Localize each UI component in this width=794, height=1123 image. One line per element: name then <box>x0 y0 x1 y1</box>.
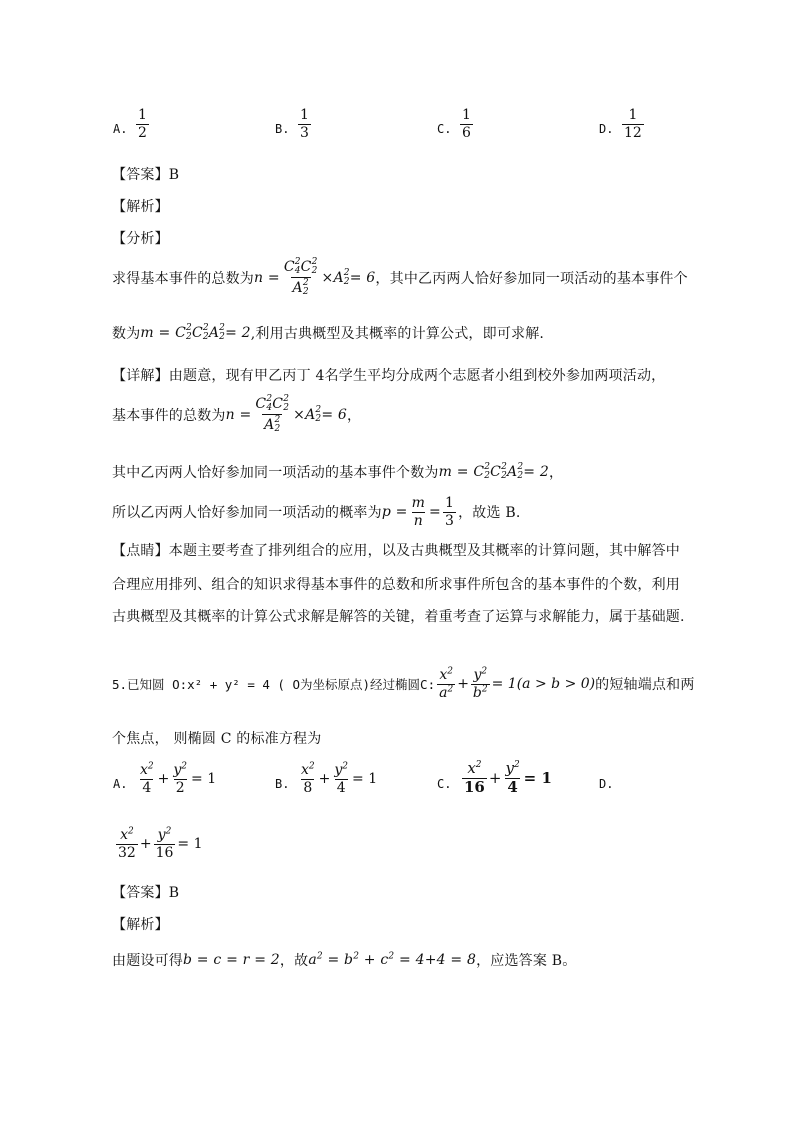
q4-fenxi-line-2: 数为 m = C 2 2 C 2 2 A 2 2 = 2 ,利用古典概型及其概率的计算公式，即可求解. <box>112 323 545 342</box>
q5-option-d-formula: $\frac{x^2}{32}$ + $\frac{y^2}{16}$ = 1 <box>118 826 203 861</box>
q4-answer: 【答案】B <box>112 167 180 183</box>
q4-detail-line-4: 所以乙丙两人恰好参加同一项活动的概率为 p = $\frac{m}{n}$ = $\frac{1}{3}$ ，故选 B. <box>112 495 521 529</box>
formula-favorable-events: m = C 2 2 C 2 2 A 2 2 = 2 <box>140 323 251 342</box>
q4-analysis-heading: 【解析】 <box>112 199 169 215</box>
q4-option-c-label: C. <box>437 122 452 136</box>
q5-option-a-label: A. <box>113 777 128 791</box>
q5-option-c-formula: $\frac{x^2}{16}$ + $\frac{y^2}{4}$ = 1 <box>464 759 552 796</box>
q4-option-b-label: B. <box>275 122 290 136</box>
formula-ellipse: $\frac{x^2}{a^2}$ + $\frac{y^2}{b^2}$ = 1(a > b > 0) <box>439 666 596 701</box>
q4-fenxi-heading: 【分析】 <box>112 231 169 247</box>
formula-probability: p = $\frac{m}{n}$ = $\frac{1}{3}$ <box>381 495 455 529</box>
q5-analysis-heading: 【解析】 <box>112 917 169 933</box>
q5-stem-line-2: 个焦点， 则椭圆 C 的标准方程为 <box>112 731 322 747</box>
q4-option-a-label: A. <box>113 122 128 136</box>
formula-total-events-detail: n = C 2 4 C 2 2 A 2 2 ×A 2 2 = 6 <box>225 394 348 434</box>
q4-detail-line-3: 其中乙丙两人恰好参加同一项活动的基本事件个数为 m = C 2 2 C 2 2 A 2 2 = 2 ， <box>112 462 564 481</box>
q5-option-d-label: D. <box>599 777 614 791</box>
q4-option-a-fraction: $\frac{1}{2}$ <box>138 107 147 141</box>
formula-bcr: b = c = r = 2 <box>183 952 280 968</box>
q5-option-a-formula: $\frac{x^2}{4}$ + $\frac{y^2}{2}$ = 1 <box>140 761 217 796</box>
q4-fenxi-line-1: 求得基本事件的总数为 n = C 2 4 C 2 2 A 2 2 ×A 2 2 = 6 ，其中乙丙两人恰好参加同一项活动的基本事件个 <box>112 257 688 297</box>
q4-option-d-label: D. <box>599 122 614 136</box>
q4-comment-line-3: 古典概型及其概率的计算公式求解是解答的关键，着重考查了运算与求解能力，属于基础题. <box>112 609 685 625</box>
q4-detail-heading: 【详解】由题意，现有甲乙丙丁 4名学生平均分成两个志愿者小组到校外参加两项活动， <box>112 368 666 384</box>
q4-option-d-fraction: $\frac{1}{12}$ <box>624 107 642 141</box>
q4-option-b-fraction: $\frac{1}{3}$ <box>300 107 309 141</box>
formula-total-events: n = C 2 4 C 2 2 A 2 2 ×A 2 2 = 6 <box>254 257 376 297</box>
q4-comment-line-1: 【点睛】本题主要考查了排列组合的应用，以及古典概型及其概率的计算问题，其中解答中 <box>112 543 680 559</box>
q4-comment-line-2: 合理应用排列、组合的知识求得基本事件的总数和所求事件所包含的基本事件的个数，利用 <box>112 577 680 593</box>
q5-solution-line: 由题设可得 b = c = r = 2 ，故 $a^2 = b^2 + c^2 = 4+4 = 8$ ，应选答案 B。 <box>112 951 577 969</box>
q5-option-c-label: C. <box>437 777 452 791</box>
q5-option-b-formula: $\frac{x^2}{8}$ + $\frac{y^2}{4}$ = 1 <box>301 761 378 796</box>
q4-option-c-fraction: $\frac{1}{6}$ <box>462 107 471 141</box>
formula-favorable-detail: m = C 2 2 C 2 2 A 2 2 = 2 <box>438 462 549 481</box>
q5-stem-line-1: 5.已知圆 O:x² + y² = 4 ( O为坐标原点)经过椭圆C: $\frac{x^2}{a^2}$ + $\frac{y^2}{b^2}$ = 1(a > b > 0) 的短轴端点和两 <box>112 666 695 701</box>
q4-detail-line-2: 基本事件的总数为 n = C 2 4 C 2 2 A 2 2 ×A 2 2 = 6 ， <box>112 394 362 434</box>
q5-answer: 【答案】B <box>112 885 180 901</box>
q5-option-b-label: B. <box>275 777 290 791</box>
formula-a-squared: $a^2 = b^2 + c^2 = 4+4 = 8$ <box>308 951 477 968</box>
